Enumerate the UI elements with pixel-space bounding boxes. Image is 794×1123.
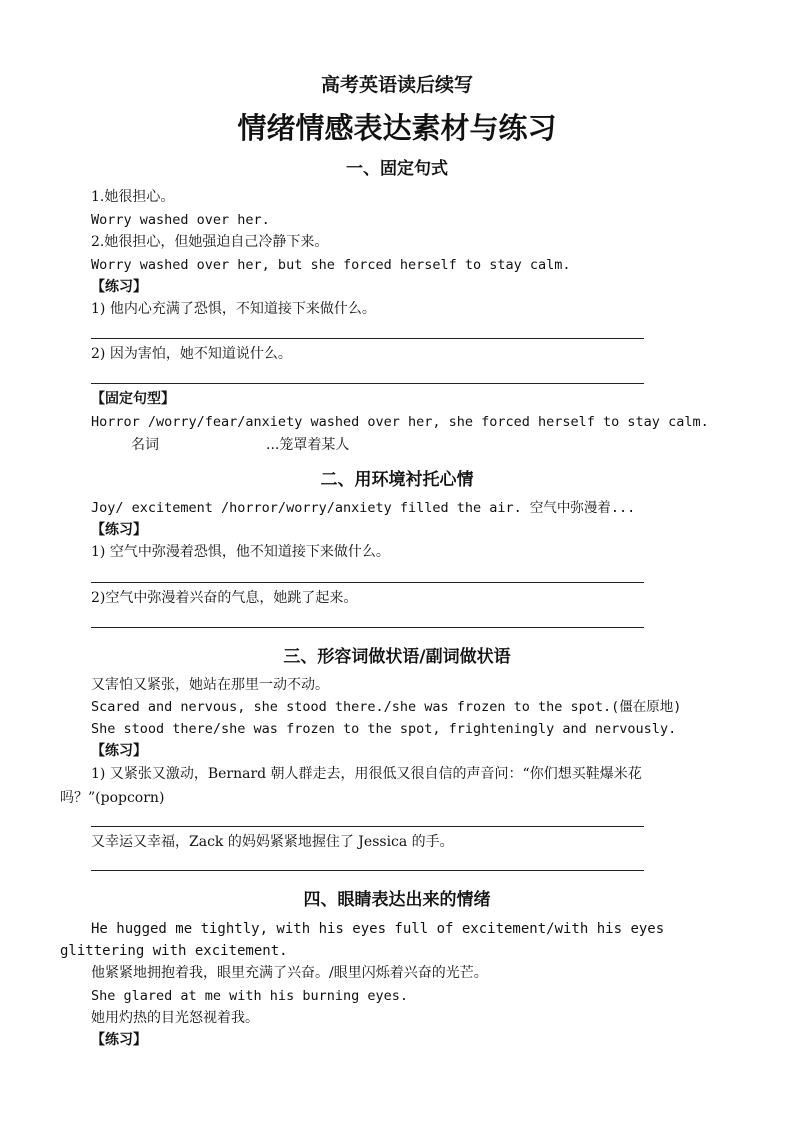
- example-cn-1: 1.她很担心。: [91, 189, 175, 205]
- document-title: 情绪情感表达素材与练习: [237, 111, 557, 145]
- section-heading-2: 二、用环境衬托心情: [320, 470, 474, 490]
- pattern-sentence: Horror /worry/fear/anxiety washed over her, she forced herself to stay calm.: [91, 414, 709, 430]
- example-en-1: Worry washed over her.: [91, 212, 270, 228]
- example-en-2: Worry washed over her, but she forced herself to stay calm.: [91, 257, 571, 273]
- example-en: She stood there/she was frozen to the spot, frighteningly and nervously.: [91, 721, 677, 737]
- answer-line[interactable]: [91, 826, 644, 827]
- example-cn: 又害怕又紧张，她站在那里一动不动。: [91, 677, 329, 693]
- section-heading-4: 四、眼睛表达出来的情绪: [303, 890, 491, 910]
- practice-question: 1) 又紧张又激动，Bernard 朝人群走去，用很低又很自信的声音问：“你们想买鞋爆米花: [91, 766, 642, 782]
- pattern-label: 【固定句型】: [91, 391, 175, 407]
- answer-line[interactable]: [91, 383, 644, 384]
- answer-line[interactable]: [91, 627, 644, 628]
- practice-label-3: 【练习】: [91, 743, 147, 759]
- practice-label-2: 【练习】: [91, 522, 147, 538]
- example-cn-2: 2.她很担心，但她强迫自己冷静下来。: [91, 234, 329, 250]
- example-en: Scared and nervous, she stood there./she was frozen to the spot.(僵在原地): [91, 699, 682, 715]
- section-heading-3: 三、形容词做状语/副词做状语: [283, 647, 511, 667]
- practice-question-cont: 吗？”(popcorn): [60, 790, 165, 806]
- practice-question: 又幸运又幸福，Zack 的妈妈紧紧地握住了 Jessica 的手。: [91, 834, 454, 850]
- answer-line[interactable]: [91, 582, 644, 583]
- practice-question: 1) 他内心充满了恐惧，不知道接下来做什么。: [91, 301, 376, 317]
- example-cn: 她用灼热的目光怒视着我。: [91, 1010, 259, 1026]
- section-heading-1: 一、固定句式: [346, 159, 448, 179]
- note-cover: ...笼罩着某人: [266, 437, 350, 453]
- example-en: She glared at me with his burning eyes.: [91, 988, 408, 1004]
- practice-label-4: 【练习】: [91, 1032, 147, 1048]
- practice-question: 1) 空气中弥漫着恐惧，他不知道接下来做什么。: [91, 544, 390, 560]
- answer-line[interactable]: [91, 870, 644, 871]
- example-cn: 他紧紧地拥抱着我，眼里充满了兴奋。/眼里闪烁着兴奋的光芒。: [91, 965, 488, 981]
- practice-question: 2)空气中弥漫着兴奋的气息，她跳了起来。: [91, 590, 358, 606]
- note-noun: 名词: [131, 437, 159, 453]
- document-subtitle: 高考英语读后续写: [320, 74, 473, 96]
- practice-label-1: 【练习】: [91, 279, 147, 295]
- example-en: Joy/ excitement /horror/worry/anxiety filled the air. 空气中弥漫着...: [91, 500, 636, 516]
- example-en-paragraph: He hugged me tightly, with his eyes full of excitement/with his eyes glittering with excitement.: [60, 921, 665, 959]
- practice-question: 2) 因为害怕，她不知道说什么。: [91, 346, 292, 362]
- answer-line[interactable]: [91, 338, 644, 339]
